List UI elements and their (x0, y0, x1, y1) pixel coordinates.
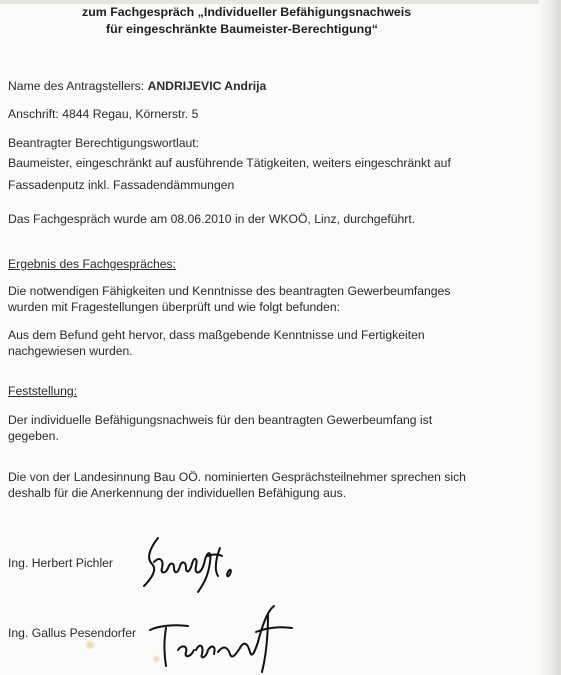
result-p1-line-1: Die notwendigen Fähigkeiten und Kenntnisse des beantragten Gewerbeumfanges (8, 284, 451, 298)
finding-p1-line-2: gegeben. (8, 429, 59, 443)
finding-p1-line-1: Der individuelle Befähigungsnachweis für den beantragten Gewerbeumfang ist (8, 413, 433, 427)
result-p1-line-2: wurden mit Fragestellungen überprüft und wie folgt befunden: (8, 300, 340, 314)
date-sentence: Das Fachgespräch wurde am 08.06.2010 in der WKOÖ, Linz, durchgeführt. (8, 212, 416, 226)
wording-label: Beantragter Berechtigungswortlaut: (8, 136, 200, 150)
finding-p2-line-1: Die von der Landesinnung Bau OÖ. nominierten Gesprächsteilnehmer sprechen sich (8, 470, 466, 484)
signature-herbert-pichler (140, 534, 240, 596)
signature-gallus-pesendorfer (144, 604, 304, 674)
applicant-label: Name des Antragstellers: (8, 79, 145, 93)
stain-mark (84, 640, 96, 650)
address-row (8, 106, 198, 123)
scan-right-edge (539, 0, 561, 675)
document-title-line-1: zum Fachgespräch „Individueller Befähigungsnachweis (82, 5, 412, 19)
result-p2-line-2: nachgewiesen wurden. (8, 344, 133, 358)
applicant-row (8, 78, 266, 95)
result-heading: Ergebnis des Fachgespräches: (8, 257, 177, 271)
result-p2-line-1: Aus dem Befund geht hervor, dass maßgebende Kenntnisse und Fertigkeiten (8, 328, 425, 342)
wording-line-1: Baumeister, eingeschränkt auf ausführende Tätigkeiten, weiters eingeschränkt auf (8, 156, 451, 170)
signatory-1-name: Ing. Herbert Pichler (8, 556, 113, 570)
address-label: Anschrift: (8, 107, 59, 121)
finding-heading: Feststellung: (8, 384, 78, 398)
wording-line-2: Fassadenputz inkl. Fassadendämmungen (8, 178, 235, 192)
signatory-2-name: Ing. Gallus Pesendorfer (8, 626, 137, 640)
document-title-line-2: für eingeschränkte Baumeister-Berechtigung“ (106, 22, 378, 36)
address-value: 4844 Regau, Körnerstr. 5 (62, 107, 199, 121)
finding-p2-line-2: deshalb für die Anerkennung der individuellen Befähigung aus. (8, 486, 347, 500)
applicant-name: ANDRIJEVIC Andrija (147, 79, 267, 93)
